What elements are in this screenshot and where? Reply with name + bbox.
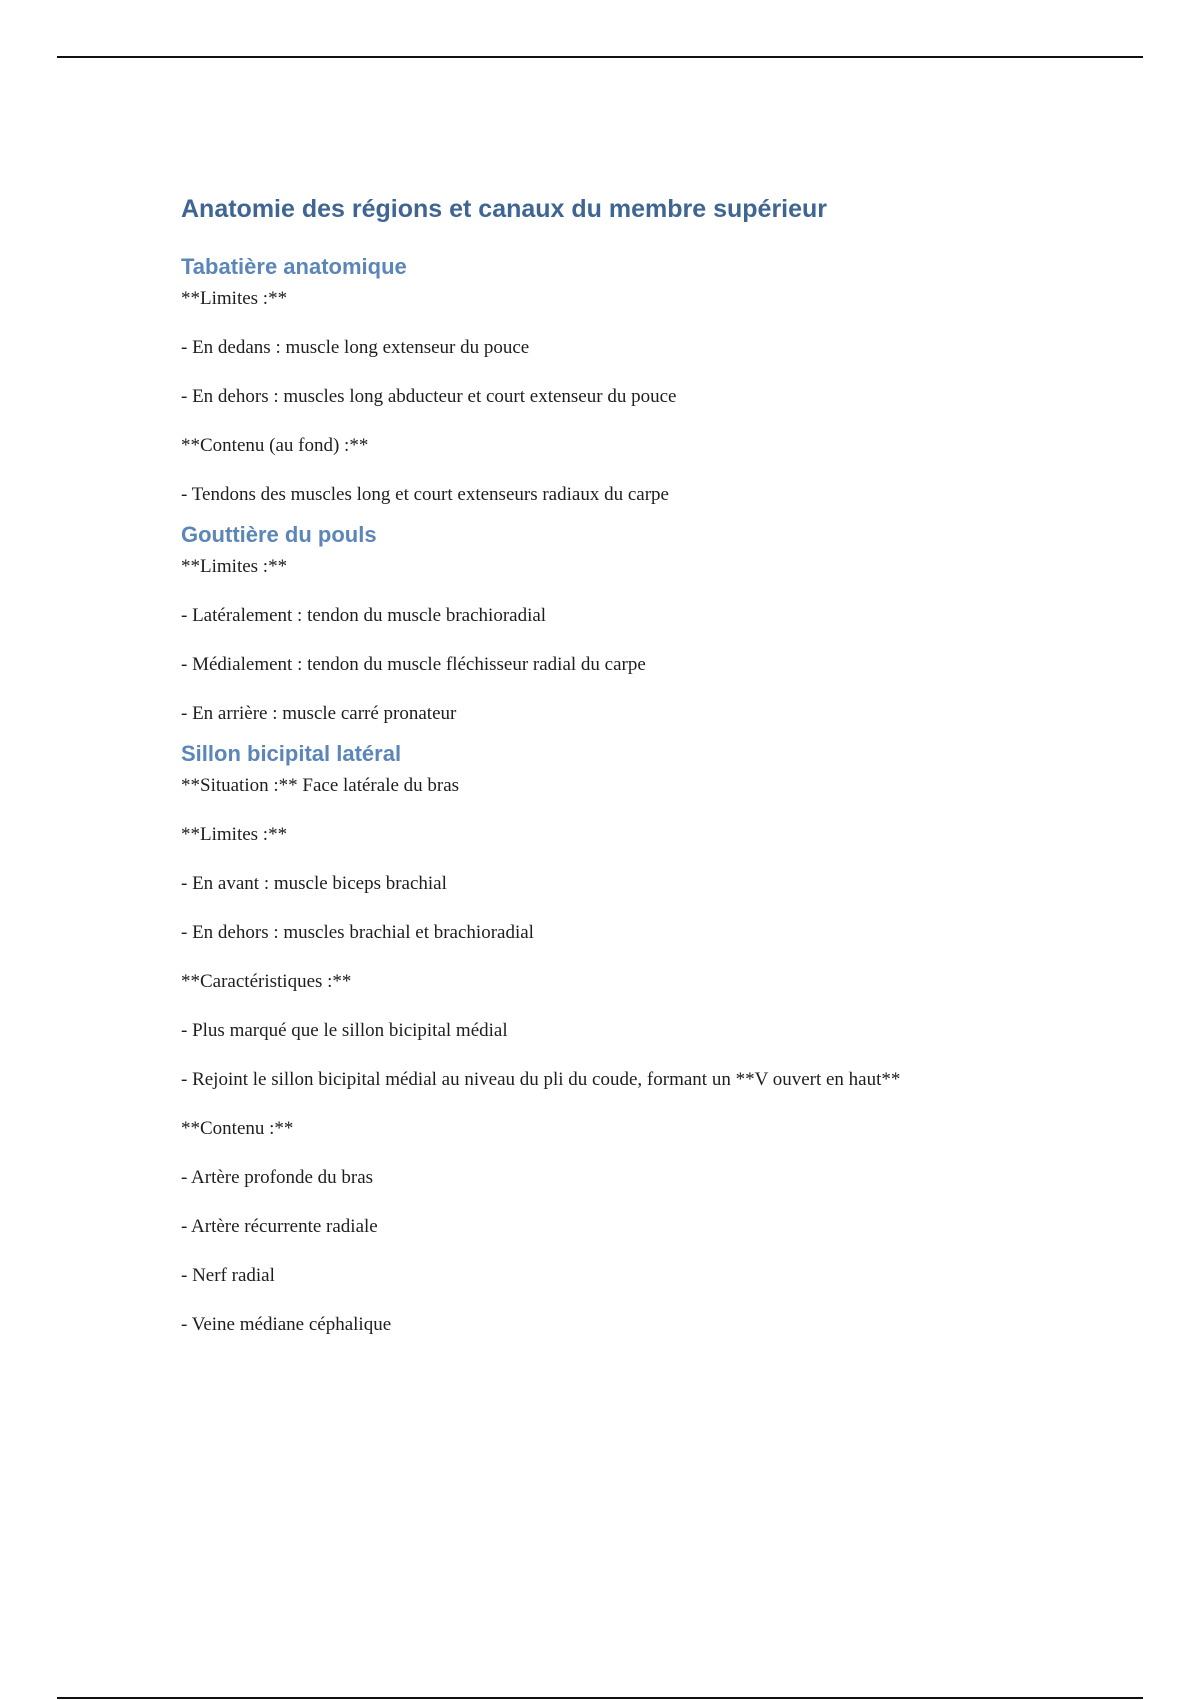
section-line: **Limites :**	[181, 288, 288, 309]
section-line: - Nerf radial	[181, 1265, 275, 1286]
section-line: - Plus marqué que le sillon bicipital médial	[181, 1020, 508, 1041]
section-heading: Tabatière anatomique	[181, 254, 407, 279]
section-line: - Rejoint le sillon bicipital médial au niveau du pli du coude, formant un **V ouvert en haut**	[181, 1069, 901, 1090]
section-heading: Gouttière du pouls	[181, 522, 377, 547]
section-line: - En avant : muscle biceps brachial	[181, 873, 447, 894]
section-sillon-bicipital-lateral	[181, 739, 1011, 1340]
section-line: - Tendons des muscles long et court extenseurs radiaux du carpe	[181, 484, 669, 505]
section-line: **Limites :**	[181, 556, 288, 577]
section-line: **Contenu (au fond) :**	[181, 435, 369, 456]
section-line: - En dehors : muscles long abducteur et court extenseur du pouce	[181, 386, 677, 407]
section-line: **Caractéristiques :**	[181, 971, 352, 992]
document-title: Anatomie des régions et canaux du membre supérieur	[181, 195, 828, 223]
section-gouttiere-du-pouls	[181, 520, 1011, 729]
section-line: - Latéralement : tendon du muscle brachioradial	[181, 605, 547, 626]
header-rule	[57, 56, 1143, 58]
section-line: **Situation :** Face latérale du bras	[181, 775, 460, 796]
section-line: - Médialement : tendon du muscle fléchisseur radial du carpe	[181, 654, 646, 675]
section-heading: Sillon bicipital latéral	[181, 741, 402, 766]
section-line: - En dehors : muscles brachial et brachioradial	[181, 922, 534, 943]
section-line: **Limites :**	[181, 824, 288, 845]
section-line: - En dedans : muscle long extenseur du pouce	[181, 337, 530, 358]
section-tabatiere-anatomique	[181, 252, 1011, 510]
footer-rule	[57, 1697, 1143, 1699]
section-line: - Artère récurrente radiale	[181, 1216, 378, 1237]
section-line: **Contenu :**	[181, 1118, 294, 1139]
section-line: - Veine médiane céphalique	[181, 1314, 392, 1335]
section-line: - En arrière : muscle carré pronateur	[181, 703, 457, 724]
document-body	[181, 192, 1011, 1340]
section-line: - Artère profonde du bras	[181, 1167, 374, 1188]
